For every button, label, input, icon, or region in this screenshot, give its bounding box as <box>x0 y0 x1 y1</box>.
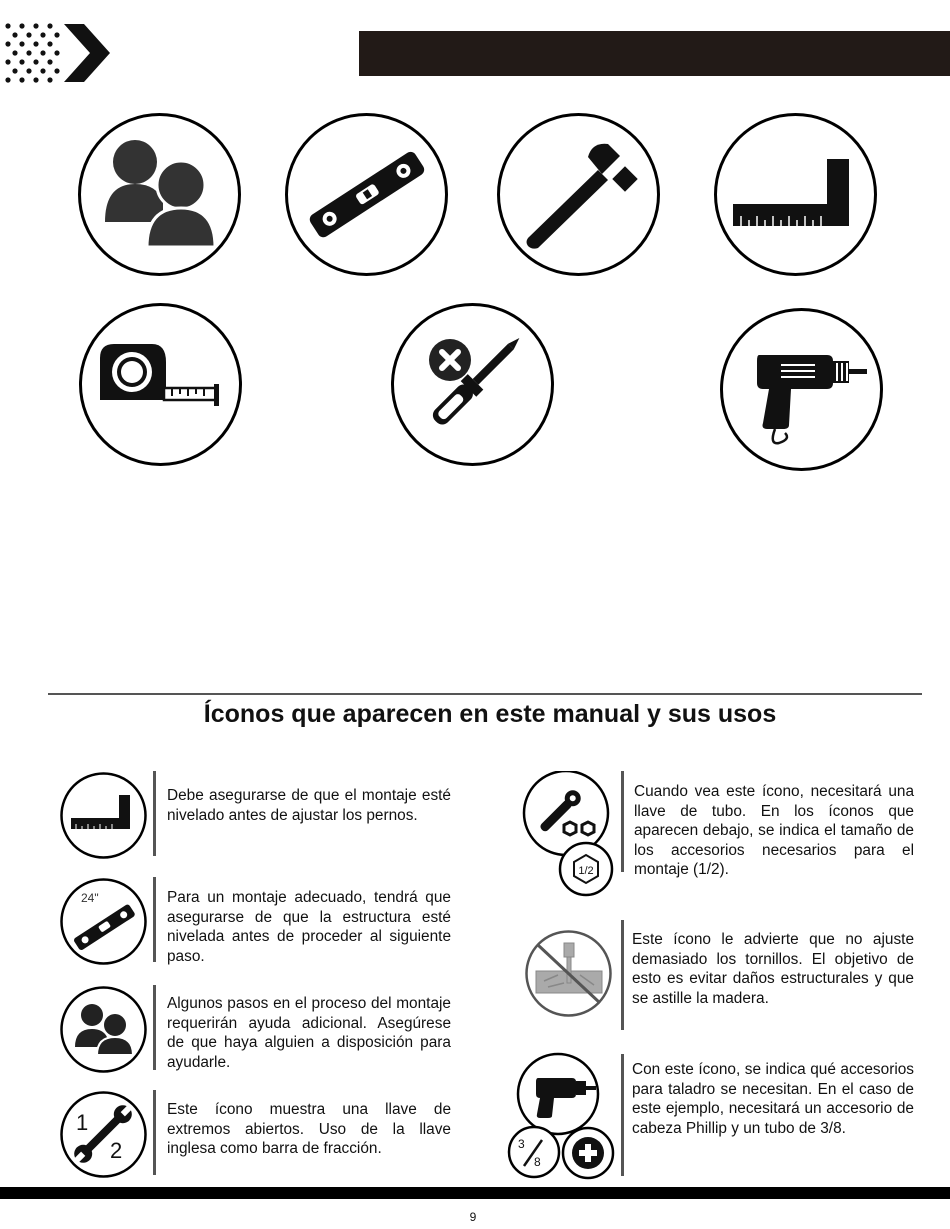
hammer-icon <box>496 112 661 277</box>
two-people-icon <box>59 985 148 1074</box>
entry-divider <box>153 877 156 962</box>
entry-text-3: Algunos pasos en el proceso del montaje requerirán ayuda adicional. Asegúrese de que haya alguien a disposición para ayudarle. <box>167 995 451 1071</box>
footer-bar <box>0 1187 950 1199</box>
svg-text:8: 8 <box>534 1155 541 1169</box>
dotted-arrow-logo-icon <box>4 22 110 84</box>
entry-divider <box>153 985 156 1070</box>
section-divider <box>48 693 922 695</box>
svg-text:1: 1 <box>76 1110 89 1135</box>
entry-divider <box>153 1090 156 1175</box>
header-title-bar <box>359 31 950 76</box>
socket-wrench-icon <box>520 771 616 897</box>
entry-text-7: Con este ícono, se indica qué accesorios para taladro se necesitan. En el caso de este ejemplo, necesitará un accesorio de cabeza Phillip y un tubo de 3/8. <box>632 1061 914 1137</box>
power-drill-icon <box>719 307 884 472</box>
no-overtighten-icon <box>524 929 613 1018</box>
drill-accessories-icon <box>502 1052 628 1180</box>
spirit-level-icon <box>284 112 449 277</box>
spirit-level-24-icon <box>59 877 148 966</box>
entry-text-5: Cuando vea este ícono, necesitará una llave de tubo. En los íconos que aparecen debajo, se indica el tamaño de los accesorios necesarios para el montaje (1/2). <box>634 783 914 879</box>
two-people-icon <box>77 112 242 277</box>
svg-text:2: 2 <box>110 1138 123 1163</box>
entry-text-1: Debe asegurarse de que el montaje esté nivelado antes de ajustar los pernos. <box>167 787 451 824</box>
section-title: Íconos que aparecen en este manual y sus usos <box>203 700 777 728</box>
entry-divider <box>621 771 624 872</box>
wrench-fraction-icon <box>59 1090 148 1179</box>
carpenter-square-icon <box>713 112 878 277</box>
entry-text-4: Este ícono muestra una llave de extremos abiertos. Uso de la llave inglesa como barra de fracción. <box>167 1101 451 1158</box>
socket-size-label: 1/2 <box>578 865 594 877</box>
entry-text-2: Para un montaje adecuado, tendrá que asegurarse de que la estructura esté nivelada antes de proceder al siguiente paso. <box>167 889 451 965</box>
entry-text-6: Este ícono le advierte que no ajuste demasiado los tornillos. El objetivo de esto es evitar daños estructurales y que se astille la madera. <box>632 931 914 1007</box>
entry-divider <box>621 920 624 1030</box>
carpenter-square-icon <box>59 771 148 860</box>
page-number: 9 <box>469 1210 477 1224</box>
entry-divider <box>153 771 156 856</box>
svg-text:3: 3 <box>518 1137 525 1151</box>
tape-measure-icon <box>78 302 243 467</box>
screwdriver-no-icon <box>390 302 555 467</box>
level-label: 24" <box>81 891 99 905</box>
entry-divider <box>621 1054 624 1176</box>
